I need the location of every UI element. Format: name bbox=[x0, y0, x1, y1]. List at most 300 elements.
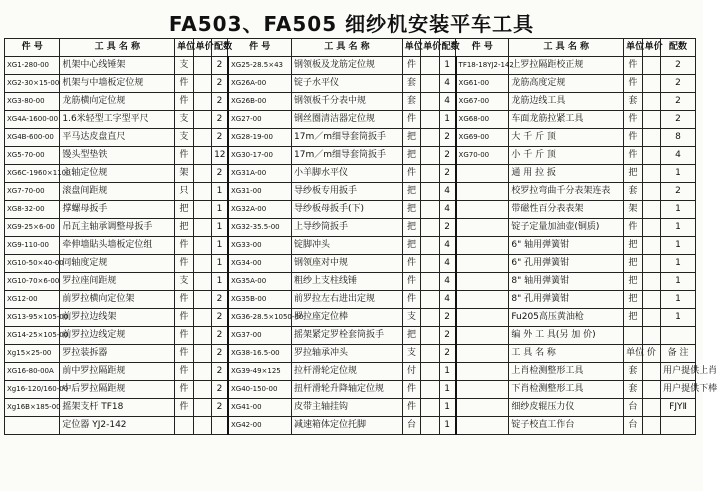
cell-count: 1 bbox=[661, 291, 696, 309]
cell-unit: 件 bbox=[624, 57, 642, 75]
cell-code: XG9-25×6-00 bbox=[5, 219, 60, 237]
cell-name: 撑螺母扳手 bbox=[60, 201, 175, 219]
cell-code: XG32A-00 bbox=[228, 201, 292, 219]
cell-price bbox=[193, 381, 211, 399]
cell-count: 4 bbox=[439, 201, 455, 219]
cell-name: 罗拉轴承冲头 bbox=[292, 345, 403, 363]
cell-unit: 件 bbox=[624, 219, 642, 237]
cell-name: 钢领板千分表中规 bbox=[292, 93, 403, 111]
cell-count: 2 bbox=[212, 381, 228, 399]
cell-count: 2 bbox=[212, 165, 228, 183]
cell-price bbox=[421, 129, 439, 147]
cell-count: 2 bbox=[212, 129, 228, 147]
cell-name: 机架中心线锤架 bbox=[60, 57, 175, 75]
cell-name: 龙筋高度定规 bbox=[509, 75, 624, 93]
cell-code: XG37-00 bbox=[228, 327, 292, 345]
cell-price bbox=[193, 363, 211, 381]
cell-name: 细纱皮辊压力仪 bbox=[509, 399, 624, 417]
cell-count: 2 bbox=[661, 111, 696, 129]
cell-count: 1 bbox=[661, 201, 696, 219]
cell-name: 6" 孔用弹簧钳 bbox=[509, 255, 624, 273]
cell-price bbox=[642, 309, 660, 327]
cell-name: 前中罗拉隔距规 bbox=[60, 363, 175, 381]
cell-unit: 件 bbox=[175, 345, 193, 363]
table-row bbox=[5, 111, 696, 129]
cell-count: 1 bbox=[439, 381, 455, 399]
cell-price bbox=[642, 183, 660, 201]
cell-price bbox=[421, 75, 439, 93]
cell-price bbox=[642, 129, 660, 147]
cell-count: 4 bbox=[439, 183, 455, 201]
cell-price bbox=[193, 75, 211, 93]
cell-name: 龙筋横向定位规 bbox=[60, 93, 175, 111]
table-row bbox=[5, 165, 696, 183]
table-body bbox=[5, 57, 717, 435]
cell-name: 下肖检测整形工具 bbox=[509, 381, 624, 399]
cell-code: Xg16-120/160-00 bbox=[5, 381, 60, 399]
cell-unit: 把 bbox=[624, 309, 642, 327]
cell-count: 2 bbox=[212, 75, 228, 93]
cell-name: 扭杆滑轮升降轴定位规 bbox=[292, 381, 403, 399]
cell-count: 1 bbox=[661, 165, 696, 183]
cell-price bbox=[421, 381, 439, 399]
cell-code: XG34-00 bbox=[228, 255, 292, 273]
cell-code: Xg16B×185-00 bbox=[5, 399, 60, 417]
cell-code: XG4B-600-00 bbox=[5, 129, 60, 147]
header-unit: 单位 bbox=[402, 39, 420, 57]
cell-unit: 架 bbox=[175, 165, 193, 183]
cell-code bbox=[456, 201, 509, 219]
cell-unit: 件 bbox=[402, 291, 420, 309]
cell-name: 摇架支杆 TF18 bbox=[60, 399, 175, 417]
table-row bbox=[5, 129, 696, 147]
cell-price bbox=[193, 57, 211, 75]
cell-count: 2 bbox=[212, 93, 228, 111]
cell-name: 中后罗拉隔距规 bbox=[60, 381, 175, 399]
cell-price bbox=[421, 219, 439, 237]
cell-code: XG36-28.5×1050-00 bbox=[228, 309, 292, 327]
cell-name: 牵伸墙貼头墙板定位组 bbox=[60, 237, 175, 255]
cell-unit: 只 bbox=[175, 183, 193, 201]
cell-unit: 件 bbox=[175, 147, 193, 165]
cell-price bbox=[421, 273, 439, 291]
cell-code: XG26B-00 bbox=[228, 93, 292, 111]
cell-count: 2 bbox=[439, 345, 455, 363]
cell-count: FJYⅡ bbox=[661, 399, 696, 417]
cell-price bbox=[193, 309, 211, 327]
cell-count: 2 bbox=[439, 147, 455, 165]
cell-count: 1 bbox=[439, 111, 455, 129]
cell-price bbox=[193, 129, 211, 147]
page-title: FA503、FA505 细纱机安装平车工具 bbox=[168, 12, 535, 36]
cell-unit: 套 bbox=[624, 381, 642, 399]
cell-count: 用户提供下棒 bbox=[661, 381, 696, 399]
cell-code: XG39-49×125 bbox=[228, 363, 292, 381]
cell-price bbox=[642, 147, 660, 165]
cell-name: 前罗拉横向定位架 bbox=[60, 291, 175, 309]
header-code: 件 号 bbox=[5, 39, 60, 57]
cell-count: 2 bbox=[439, 165, 455, 183]
cell-price bbox=[642, 165, 660, 183]
cell-count: 2 bbox=[212, 57, 228, 75]
cell-code: XG26A-00 bbox=[228, 75, 292, 93]
cell-code: XG31A-00 bbox=[228, 165, 292, 183]
cell-code bbox=[456, 273, 509, 291]
cell-unit: 件 bbox=[624, 75, 642, 93]
cell-price bbox=[193, 255, 211, 273]
cell-code: XG16-80-00A bbox=[5, 363, 60, 381]
cell-code bbox=[456, 291, 509, 309]
table-row bbox=[5, 399, 696, 417]
cell-price bbox=[193, 417, 211, 435]
cell-name: 前罗拉左右进出定规 bbox=[292, 291, 403, 309]
cell-code bbox=[456, 417, 509, 435]
cell-name: 工 具 名 称 bbox=[509, 345, 624, 363]
cell-name: 罗拉座定位棒 bbox=[292, 309, 403, 327]
header-name: 工 具 名 称 bbox=[509, 39, 624, 57]
cell-code: XG8-32-00 bbox=[5, 201, 60, 219]
cell-count: 2 bbox=[212, 309, 228, 327]
cell-name: 钢领板及龙筋定位规 bbox=[292, 57, 403, 75]
cell-code: XG14-25×105-00 bbox=[5, 327, 60, 345]
table-row bbox=[5, 273, 696, 291]
cell-count: 1 bbox=[212, 183, 228, 201]
cell-price bbox=[193, 219, 211, 237]
header-price: 单价 bbox=[642, 39, 660, 57]
cell-count: 2 bbox=[212, 111, 228, 129]
table-row bbox=[5, 291, 696, 309]
table-row bbox=[5, 75, 696, 93]
cell-price bbox=[642, 255, 660, 273]
cell-unit bbox=[175, 417, 193, 435]
cell-count: 2 bbox=[661, 75, 696, 93]
table-row bbox=[5, 201, 696, 219]
cell-name: 1.6米轻型工字型平尺 bbox=[60, 111, 175, 129]
cell-count: 12 bbox=[212, 147, 228, 165]
cell-code: XG61-00 bbox=[456, 75, 509, 93]
cell-unit: 件 bbox=[402, 111, 420, 129]
cell-code bbox=[456, 363, 509, 381]
header-price: 单价 bbox=[421, 39, 439, 57]
cell-count: 4 bbox=[439, 93, 455, 111]
cell-unit: 套 bbox=[624, 93, 642, 111]
cell-name: 校罗拉弯曲千分表架连表 bbox=[509, 183, 624, 201]
cell-count: 1 bbox=[439, 417, 455, 435]
cell-price bbox=[421, 165, 439, 183]
cell-name: 皮带主轴挂钩 bbox=[292, 399, 403, 417]
cell-unit: 把 bbox=[402, 219, 420, 237]
table-header-row bbox=[5, 39, 696, 57]
cell-count: 2 bbox=[439, 309, 455, 327]
cell-name: 减速箱体定位托脚 bbox=[292, 417, 403, 435]
cell-name: 摇架紧定罗栓套筒扳手 bbox=[292, 327, 403, 345]
cell-price bbox=[421, 309, 439, 327]
table-row bbox=[5, 417, 696, 435]
cell-price bbox=[193, 291, 211, 309]
cell-count: 4 bbox=[439, 75, 455, 93]
table-row bbox=[5, 363, 696, 381]
cell-count: 备 注 bbox=[661, 345, 696, 363]
cell-price bbox=[421, 111, 439, 129]
cell-count: 用户提供上肖 bbox=[661, 363, 696, 381]
header-unit: 单位 bbox=[175, 39, 193, 57]
header-count: 配数 bbox=[439, 39, 455, 57]
cell-code: XG32-35.5-00 bbox=[228, 219, 292, 237]
cell-price bbox=[421, 417, 439, 435]
cell-count: 1 bbox=[439, 363, 455, 381]
table-row bbox=[5, 255, 696, 273]
cell-unit: 台 bbox=[402, 417, 420, 435]
cell-unit: 件 bbox=[402, 57, 420, 75]
cell-unit: 把 bbox=[402, 129, 420, 147]
cell-code bbox=[456, 165, 509, 183]
cell-code bbox=[456, 237, 509, 255]
cell-count: 4 bbox=[439, 237, 455, 255]
cell-name: 8" 轴用弹簧钳 bbox=[509, 273, 624, 291]
cell-price bbox=[421, 201, 439, 219]
cell-code: TF18-18YJ2-142 bbox=[456, 57, 509, 75]
cell-price bbox=[193, 273, 211, 291]
cell-code: XG69-00 bbox=[456, 129, 509, 147]
table-row bbox=[5, 93, 696, 111]
cell-code bbox=[456, 255, 509, 273]
cell-price bbox=[421, 327, 439, 345]
cell-name: 钢领座对中规 bbox=[292, 255, 403, 273]
cell-price bbox=[642, 381, 660, 399]
cell-name: 锭脚冲头 bbox=[292, 237, 403, 255]
cell-name: 通 用 拉 扳 bbox=[509, 165, 624, 183]
table-row bbox=[5, 147, 696, 165]
cell-count: 2 bbox=[212, 327, 228, 345]
cell-unit: 支 bbox=[402, 309, 420, 327]
cell-price bbox=[642, 417, 660, 435]
cell-code: XG2-30×15-00 bbox=[5, 75, 60, 93]
cell-unit: 把 bbox=[402, 237, 420, 255]
cell-count: 4 bbox=[439, 273, 455, 291]
cell-code: XG10-50×40-00 bbox=[5, 255, 60, 273]
cell-code bbox=[456, 219, 509, 237]
cell-unit: 把 bbox=[624, 291, 642, 309]
cell-unit: 件 bbox=[175, 237, 193, 255]
cell-count: 1 bbox=[212, 255, 228, 273]
cell-price bbox=[421, 57, 439, 75]
cell-price bbox=[193, 345, 211, 363]
cell-count: 2 bbox=[212, 345, 228, 363]
cell-price bbox=[193, 183, 211, 201]
cell-name: 17m／m细导套筒扳手 bbox=[292, 147, 403, 165]
cell-count: 2 bbox=[439, 327, 455, 345]
cell-code: XG38-16.5-00 bbox=[228, 345, 292, 363]
cell-price bbox=[642, 291, 660, 309]
cell-code: XG70-00 bbox=[456, 147, 509, 165]
cell-name: 前罗拉边线架 bbox=[60, 309, 175, 327]
cell-price bbox=[421, 255, 439, 273]
cell-price bbox=[642, 237, 660, 255]
cell-count: 2 bbox=[212, 363, 228, 381]
cell-unit: 件 bbox=[624, 147, 642, 165]
cell-price bbox=[193, 93, 211, 111]
cell-price bbox=[642, 363, 660, 381]
cell-name: 罗拉座间距规 bbox=[60, 273, 175, 291]
cell-unit: 件 bbox=[175, 381, 193, 399]
cell-price bbox=[642, 93, 660, 111]
cell-name: 车面龙筋拉紧工具 bbox=[509, 111, 624, 129]
cell-price bbox=[193, 201, 211, 219]
cell-price: 价 bbox=[642, 345, 660, 363]
cell-name: 锭子校直工作台 bbox=[509, 417, 624, 435]
cell-unit: 把 bbox=[175, 219, 193, 237]
table-row bbox=[5, 237, 696, 255]
cell-count bbox=[212, 417, 228, 435]
cell-count: 1 bbox=[439, 57, 455, 75]
cell-code: XG25-28.5×43 bbox=[228, 57, 292, 75]
cell-code: XG4A-1600-00 bbox=[5, 111, 60, 129]
cell-count: 2 bbox=[439, 219, 455, 237]
cell-price bbox=[642, 57, 660, 75]
cell-unit: 件 bbox=[402, 165, 420, 183]
cell-price bbox=[642, 273, 660, 291]
cell-price bbox=[642, 111, 660, 129]
header-name: 工 具 名 称 bbox=[60, 39, 175, 57]
cell-name: 8" 孔用弹簧钳 bbox=[509, 291, 624, 309]
cell-unit: 把 bbox=[624, 165, 642, 183]
header-price: 单价 bbox=[193, 39, 211, 57]
cell-name: 拉杆滑轮定位规 bbox=[292, 363, 403, 381]
cell-price bbox=[421, 183, 439, 201]
cell-unit: 把 bbox=[624, 255, 642, 273]
cell-name: 锭子水平仪 bbox=[292, 75, 403, 93]
cell-name: 滚盘间距规 bbox=[60, 183, 175, 201]
cell-unit: 套 bbox=[624, 183, 642, 201]
header-code: 件 号 bbox=[456, 39, 509, 57]
cell-count: 4 bbox=[439, 291, 455, 309]
cell-unit: 件 bbox=[624, 111, 642, 129]
cell-name: 带磁性百分表表架 bbox=[509, 201, 624, 219]
cell-unit: 件 bbox=[402, 255, 420, 273]
cell-unit: 件 bbox=[175, 327, 193, 345]
cell-count: 1 bbox=[661, 273, 696, 291]
cell-count: 1 bbox=[439, 399, 455, 417]
cell-code: XG68-00 bbox=[456, 111, 509, 129]
cell-code: XG27-00 bbox=[228, 111, 292, 129]
cell-unit: 支 bbox=[175, 57, 193, 75]
cell-count: 1 bbox=[212, 219, 228, 237]
cell-price bbox=[642, 399, 660, 417]
cell-price bbox=[193, 147, 211, 165]
cell-unit: 单位 bbox=[624, 345, 642, 363]
cell-price bbox=[642, 201, 660, 219]
cell-count: 1 bbox=[212, 273, 228, 291]
cell-unit: 件 bbox=[402, 273, 420, 291]
cell-count: 2 bbox=[439, 129, 455, 147]
cell-name: 小 千 斤 顶 bbox=[509, 147, 624, 165]
cell-count: 8 bbox=[661, 129, 696, 147]
cell-count: 4 bbox=[661, 147, 696, 165]
table-row bbox=[5, 183, 696, 201]
cell-name: 17m／m细导套筒扳手 bbox=[292, 129, 403, 147]
cell-count: 1 bbox=[661, 219, 696, 237]
cell-unit: 把 bbox=[402, 327, 420, 345]
cell-price bbox=[421, 363, 439, 381]
cell-unit: 台 bbox=[624, 417, 642, 435]
cell-unit: 件 bbox=[175, 363, 193, 381]
cell-name: 上导纱筒扳手 bbox=[292, 219, 403, 237]
cell-name: 主轴定位规 bbox=[60, 165, 175, 183]
cell-price bbox=[642, 327, 660, 345]
cell-code: XG9-110-00 bbox=[5, 237, 60, 255]
table-row bbox=[5, 219, 696, 237]
cell-count: 2 bbox=[661, 57, 696, 75]
cell-name: 上肖检测整形工具 bbox=[509, 363, 624, 381]
cell-code bbox=[456, 381, 509, 399]
cell-name: 前罗拉边线定规 bbox=[60, 327, 175, 345]
cell-code: XG40-150-00 bbox=[228, 381, 292, 399]
cell-code: XG42-00 bbox=[228, 417, 292, 435]
cell-unit: 件 bbox=[175, 291, 193, 309]
cell-code bbox=[456, 327, 509, 345]
cell-unit: 把 bbox=[402, 147, 420, 165]
cell-code bbox=[456, 309, 509, 327]
cell-name: 龙筋边线工具 bbox=[509, 93, 624, 111]
cell-name: 罗拉装拆器 bbox=[60, 345, 175, 363]
cell-code: XG41-00 bbox=[228, 399, 292, 417]
cell-name: 馒头型垫铁 bbox=[60, 147, 175, 165]
cell-name: 6" 轴用弹簧钳 bbox=[509, 237, 624, 255]
cell-code: XG1-280-00 bbox=[5, 57, 60, 75]
table-row bbox=[5, 381, 696, 399]
header-count: 配数 bbox=[661, 39, 696, 57]
cell-unit: 支 bbox=[175, 111, 193, 129]
cell-code bbox=[456, 183, 509, 201]
cell-code: XG28-19-00 bbox=[228, 129, 292, 147]
cell-name: 锭子定量加油壶(铜质) bbox=[509, 219, 624, 237]
table-row bbox=[5, 309, 696, 327]
cell-unit: 支 bbox=[175, 273, 193, 291]
cell-code: XG5-70-00 bbox=[5, 147, 60, 165]
cell-name: 导纱板专用扳手 bbox=[292, 183, 403, 201]
cell-unit: 套 bbox=[402, 93, 420, 111]
header-count: 配数 bbox=[212, 39, 228, 57]
cell-price bbox=[421, 237, 439, 255]
cell-count: 1 bbox=[212, 237, 228, 255]
cell-code: XG30-17-00 bbox=[228, 147, 292, 165]
cell-unit: 把 bbox=[624, 237, 642, 255]
cell-count: 4 bbox=[439, 255, 455, 273]
cell-unit: 件 bbox=[175, 309, 193, 327]
cell-code: XG10-70×6-00 bbox=[5, 273, 60, 291]
cell-count bbox=[661, 327, 696, 345]
cell-price bbox=[642, 219, 660, 237]
cell-unit: 支 bbox=[175, 129, 193, 147]
cell-code: Xg15×25-00 bbox=[5, 345, 60, 363]
cell-count: 1 bbox=[661, 255, 696, 273]
cell-name: 钢丝圈清洁器定位规 bbox=[292, 111, 403, 129]
cell-price bbox=[193, 165, 211, 183]
cell-code: XG31-00 bbox=[228, 183, 292, 201]
table-row bbox=[5, 57, 696, 75]
cell-name: 编 外 工 具(另 加 价) bbox=[509, 327, 624, 345]
cell-unit: 件 bbox=[175, 75, 193, 93]
cell-name: 小羊脚水平仪 bbox=[292, 165, 403, 183]
cell-code: XG12-00 bbox=[5, 291, 60, 309]
cell-code: XG67-00 bbox=[456, 93, 509, 111]
cell-name: 机架与中墙板定位规 bbox=[60, 75, 175, 93]
cell-count: 2 bbox=[661, 183, 696, 201]
cell-unit: 件 bbox=[175, 399, 193, 417]
cell-name: 粗纱上支柱线锤 bbox=[292, 273, 403, 291]
cell-unit: 件 bbox=[402, 399, 420, 417]
cell-unit: 把 bbox=[624, 273, 642, 291]
